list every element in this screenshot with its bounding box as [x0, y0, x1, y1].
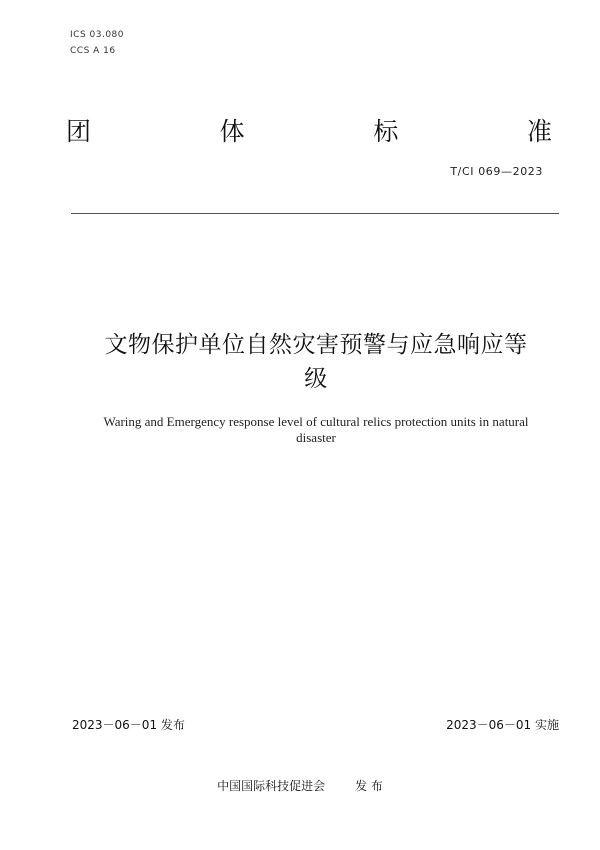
english-title [68, 414, 564, 446]
standard-type-char: 体 [219, 117, 245, 146]
issuer-line [0, 777, 600, 794]
ccs-code: CCS A 16 [70, 46, 116, 56]
issuer-org: 中国国际科技促进会 [217, 779, 326, 793]
english-title-line: Waring and Emergency response level of cultural relics protection units in natural [103, 414, 529, 429]
standard-type-char: 团 [66, 117, 92, 146]
publish-date: 2023－06－01 发布 [72, 718, 185, 732]
standard-type-heading [66, 112, 552, 148]
standard-type-char: 标 [373, 117, 399, 146]
standard-code: T/CI 069—2023 [450, 165, 543, 178]
issuer-action: 发 布 [355, 779, 383, 793]
ics-ccs-block [70, 27, 124, 59]
chinese-title-line: 文物保护单位自然灾害预警与应急响应等 [104, 332, 528, 358]
header-rule [71, 213, 559, 214]
implement-date: 2023－06－01 实施 [446, 718, 559, 732]
standard-type-char: 准 [526, 117, 552, 146]
english-title-line: disaster [296, 430, 336, 445]
chinese-title [70, 328, 562, 396]
ics-code: ICS 03.080 [70, 30, 125, 40]
chinese-title-line: 级 [304, 366, 328, 392]
